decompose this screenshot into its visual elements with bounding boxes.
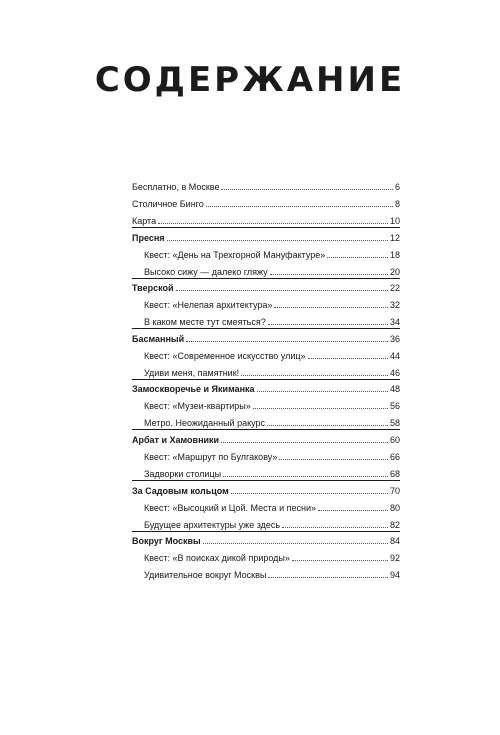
toc-entry-label: Бесплатно, в Москве <box>132 182 220 192</box>
toc-entry-label: Арбат и Хамовники <box>132 434 220 445</box>
dot-leader <box>167 240 388 241</box>
toc-page-number: 36 <box>389 333 400 344</box>
toc-page-number: 58 <box>389 418 400 429</box>
toc-entry-label: За Садовым кольцом <box>132 485 229 496</box>
toc-section-entry[interactable] <box>132 531 400 548</box>
toc-entry-label: Задворки столицы <box>144 468 222 479</box>
toc-section-entry[interactable] <box>132 379 400 396</box>
toc-entry-label: Квест: «В поисках дикой природы» <box>144 553 290 564</box>
toc-entry-label: Квест: «Современное искусство улиц» <box>144 350 306 361</box>
toc-entry[interactable] <box>132 463 400 480</box>
toc-entry[interactable] <box>132 294 400 311</box>
dot-leader <box>279 459 388 460</box>
dot-leader <box>186 341 388 342</box>
toc-page-number: 94 <box>389 570 400 581</box>
toc-entry-label: Квест: «Маршрут по Булгакову» <box>144 451 278 462</box>
dot-leader <box>274 307 388 308</box>
toc-page-number: 32 <box>389 300 400 311</box>
toc-entry[interactable] <box>132 412 400 429</box>
toc-page-number: 48 <box>389 384 400 395</box>
dot-leader <box>282 527 388 528</box>
toc-page-number: 60 <box>389 434 400 445</box>
toc-entry-label: Замоскворечье и Якиманка <box>132 384 255 395</box>
toc-entry-label: Квест: «Музеи-квартиры» <box>144 401 251 412</box>
toc-page-number: 84 <box>389 536 400 547</box>
toc-section-entry[interactable] <box>132 429 400 446</box>
toc-page-number: 70 <box>389 485 400 496</box>
toc-entry-label: Басманный <box>132 333 185 344</box>
toc-page-number: 18 <box>389 249 400 260</box>
dot-leader <box>268 324 388 325</box>
dot-leader <box>231 493 388 494</box>
toc-page-number: 34 <box>389 317 400 328</box>
toc-entry-label: Вокруг Москвы <box>132 536 201 547</box>
toc-entry[interactable] <box>132 395 400 412</box>
page-title: СОДЕРЖАНИЕ <box>94 60 406 100</box>
toc-entry[interactable] <box>132 514 400 531</box>
dot-leader <box>203 543 388 544</box>
toc-entry[interactable] <box>132 311 400 328</box>
toc-entry-label: Метро. Неожиданный ракурс <box>144 418 266 429</box>
dot-leader <box>241 375 388 376</box>
toc-entry-label: В каком месте тут смеяться? <box>144 317 266 328</box>
dot-leader <box>270 274 388 275</box>
dot-leader <box>268 577 388 578</box>
toc-page-number: 68 <box>389 468 400 479</box>
toc-entry[interactable] <box>132 176 400 193</box>
toc-entry[interactable] <box>132 193 400 210</box>
toc-page-number: 66 <box>389 451 400 462</box>
toc-entry-label: Будущее архитектуры уже здесь <box>144 519 281 530</box>
toc-section-entry[interactable] <box>132 227 400 244</box>
toc-entry[interactable] <box>132 446 400 463</box>
dot-leader <box>318 510 388 511</box>
toc-entry-label: Тверской <box>132 283 174 294</box>
toc-entry-label: Пресня <box>132 232 165 243</box>
toc-page-number: 8 <box>394 199 400 209</box>
dot-leader <box>223 476 388 477</box>
toc-entry-label: Удивительное вокруг Москвы <box>144 570 267 581</box>
toc-page-number: 20 <box>389 266 400 277</box>
toc-page-number: 80 <box>389 502 400 513</box>
toc-page-number: 46 <box>389 367 400 378</box>
toc-page-number: 10 <box>389 216 400 226</box>
toc-section-entry[interactable] <box>132 328 400 345</box>
dot-leader <box>221 442 388 443</box>
toc-entry-label: Квест: «Нелепая архитектура» <box>144 300 273 311</box>
toc-entry-label: Карта <box>132 216 157 226</box>
toc-section-entry[interactable] <box>132 278 400 295</box>
toc-entry[interactable] <box>132 210 400 227</box>
dot-leader <box>257 391 388 392</box>
dot-leader <box>292 560 388 561</box>
toc-entry-label: Высоко сижу — далеко гляжу <box>144 266 268 277</box>
dot-leader <box>267 425 388 426</box>
toc-page-number: 12 <box>389 232 400 243</box>
toc-entry[interactable] <box>132 497 400 514</box>
dot-leader <box>327 257 388 258</box>
toc-page-number: 6 <box>394 182 400 192</box>
toc-entry[interactable] <box>132 244 400 261</box>
toc-entry-label: Квест: «Высоцкий и Цой. Места и песни» <box>144 502 317 513</box>
toc-entry[interactable] <box>132 345 400 362</box>
toc-entry[interactable] <box>132 564 400 581</box>
toc-entry-label: Столичное Бинго <box>132 199 204 209</box>
dot-leader <box>206 206 393 207</box>
dot-leader <box>253 408 388 409</box>
toc-page-number: 82 <box>389 519 400 530</box>
toc-page-number: 22 <box>389 283 400 294</box>
toc-entry-label: Квест: «День на Трехгорной Мануфактуре» <box>144 249 326 260</box>
dot-leader <box>158 223 388 224</box>
toc-entry[interactable] <box>132 261 400 278</box>
toc-page-number: 56 <box>389 401 400 412</box>
toc-entry-label: Удиви меня, памятник! <box>144 367 240 378</box>
toc-section-entry[interactable] <box>132 480 400 497</box>
toc-page-number: 92 <box>389 553 400 564</box>
dot-leader <box>221 189 393 190</box>
dot-leader <box>176 290 388 291</box>
dot-leader <box>308 358 388 359</box>
toc-entry[interactable] <box>132 547 400 564</box>
toc-page-number: 44 <box>389 350 400 361</box>
toc-entry[interactable] <box>132 362 400 379</box>
table-of-contents <box>132 176 400 581</box>
